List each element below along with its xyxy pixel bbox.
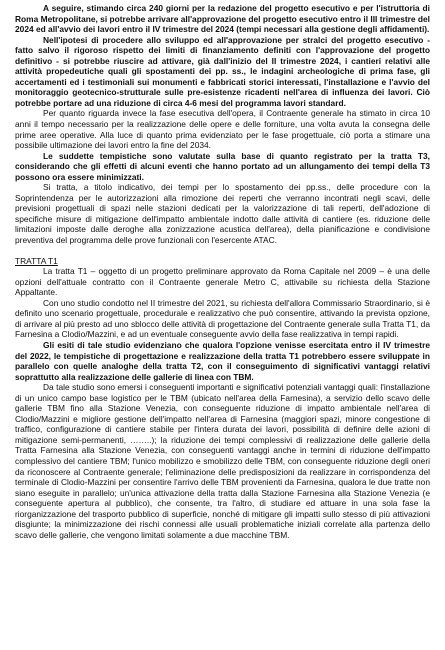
paragraph-execution-phase: Per quanto riguarda invece la fase esecutiva dell'opera, il Contraente generale ha stimato in circa 10 anni il tempo necessario per la realizzazione delle opere e delle forniture, una volta avuta la consegna delle prime aree operative. Alla luce di quanto prima evidenziato per le fase progettuale, ciò porta a stimare una possibile ultimazione dei lavori entro la fine del 2034. xyxy=(15,108,430,151)
paragraph-t1-advantages: Da tale studio sono emersi i conseguenti importanti e significativi potenziali vantaggi quali: l'installazione di un unico campo base logistico per le TBM (ubicato nell'area della Farnesina), a servizio dello scavo delle gallerie TBM fino alla Stazione Venezia, con conseguente riduzione di impatto ambientale nell'area di Clodio/Mazzini e migliore gestione dell'impatto nell'area di Farnesina (maggiori spazi, minore congestione di traffico, configurazione di cantiere stabile per l'intera durata dei lavori, possibilità di definire delle azioni di mitigazione semi-permanenti, ……..); la riduzione dei tempi complessivi di realizzazione delle gallerie della Tratta Farnesina alla Stazione Venezia, con conseguenti vantaggi anche in termini di riduzione dell'impatto complessivo del cantiere TBM; l'unico mobilizzo e smobilizzo delle TBM, con conseguente riduzione degli oneri da riconoscere al Contraente generale; l'eliminazione delle predisposizioni da realizzare in corrispondenza del terminale di Clodio-Mazzini per consentire l'arrivo delle TBM provenienti da Farnesina, qualora le due tratte non siano eseguite in parallelo; un'unica attivazione della tratta dalla Stazione Farnesina alla Stazione Venezia (e conseguente apertura al pubblico), che consente, tra l'altro, di studiare ed attuare in una sola fase la riorganizzazione del trasporto pubblico di superficie, nonché di mitigare gli impatti sullo stesso di più attivazioni disgiunte; la minimizzazione dei rischi connessi alle usuali problematiche iniziali correlate alla partenza dello scavo delle gallerie, che vengono limitati solamente a due macchine TBM. xyxy=(15,382,430,540)
paragraph-t1-option: La tratta T1 – oggetto di un progetto preliminare approvato da Roma Capitale nel 2009 – è una delle opzioni dell'attuale contratto con il Contraente generale Metro C, attivabile su richiesta della Stazione Appaltante. xyxy=(15,266,430,298)
section-title-tratta-t1: TRATTA T1 xyxy=(15,255,58,266)
paragraph-staged-approval: Nell'ipotesi di procedere allo sviluppo ed all'approvazione per stralci del progetto esecutivo - fatto salvo il rigoroso rispetto dei limiti di finanziamento definiti con l'approvazione del progetto definitivo - si potrebbe riuscire ad attivare, già dall'inizio del II trimestre 2024, i cantieri relativi alle attività propedeutiche quali gli spostamenti dei pp. ss., le indagini archeologiche di prima fase, gli accertamenti ed i testimoniali sui monumenti e fabbricati storici interessati, l'installazione e l'avvio del monitoraggio geotecnico-strutturale sulle pre-esistenze ricadenti nell'area di influenza dei lavori. Ciò potrebbe portare ad una riduzione di circa 4-6 mesi del programma lavori standard. xyxy=(15,34,430,108)
paragraph-t3-comparison: Le suddette tempistiche sono valutate sulla base di quanto registrato per la tratta T3, considerando che gli effetti di alcuni eventi che hanno portato ad un allungamento dei tempi della T3 possono ora essere minimizzati. xyxy=(15,150,430,182)
paragraph-indicative-times: Si tratta, a titolo indicativo, dei tempi per lo spostamento dei pp.ss., delle procedure con la Soprintendenza per le autorizzazioni alla rimozione dei reperti che verranno incontrati negli scavi, delle previsioni progettuali di spazi nelle stazioni dedicati per la valorizzazione di tali reperti, dell'adozione di specifiche misure di mitigazione dell'impatto ambientale indotto dalle attività di cantiere (es. riduzione delle limitazioni imposte dalle deroghe alla zonizzazione acustica dell'area), della pianificazione e condivisione preventiva del programma delle prove funzionali con l'esercente ATAC. xyxy=(15,182,430,246)
paragraph-t1-study: Con uno studio condotto nel II trimestre del 2021, su richiesta dell'allora Commissario Straordinario, si è definito uno scenario progettuale, procedurale e realizzativo che può consentire, attivando la prevista opzione, di arrivare al più presto ad uno sblocco delle attività di progettazione del Contraente generale sulla Tratta T1, da Farnesina a Clodio/Mazzini, e ad un eventuale conseguente avvio della fase realizzativa in tempi rapidi. xyxy=(15,297,430,340)
paragraph-t1-parallel: Gli esiti di tale studio evidenziano che qualora l'opzione venisse esercitata entro il IV trimestre del 2022, le tempistiche di progettazione e realizzazione della tratta T1 potrebbero essere sviluppate in parallelo con quelle analoghe della tratta T2, con il conseguimento di significativi vantaggi relativi soprattutto alla realizzazione delle gallerie di linea con TBM. xyxy=(15,339,430,382)
paragraph-approval-timeline: A seguire, stimando circa 240 giorni per la redazione del progetto esecutivo e per l'istruttoria di Roma Metropolitane, si potrebbe arrivare all'approvazione del progetto esecutivo entro il III trimestre del 2024 ed all'avvio dei lavori entro il IV trimestre del 2024 (tempi necessari alla gestione degli affidamenti). xyxy=(15,3,430,35)
document-page xyxy=(15,3,430,540)
